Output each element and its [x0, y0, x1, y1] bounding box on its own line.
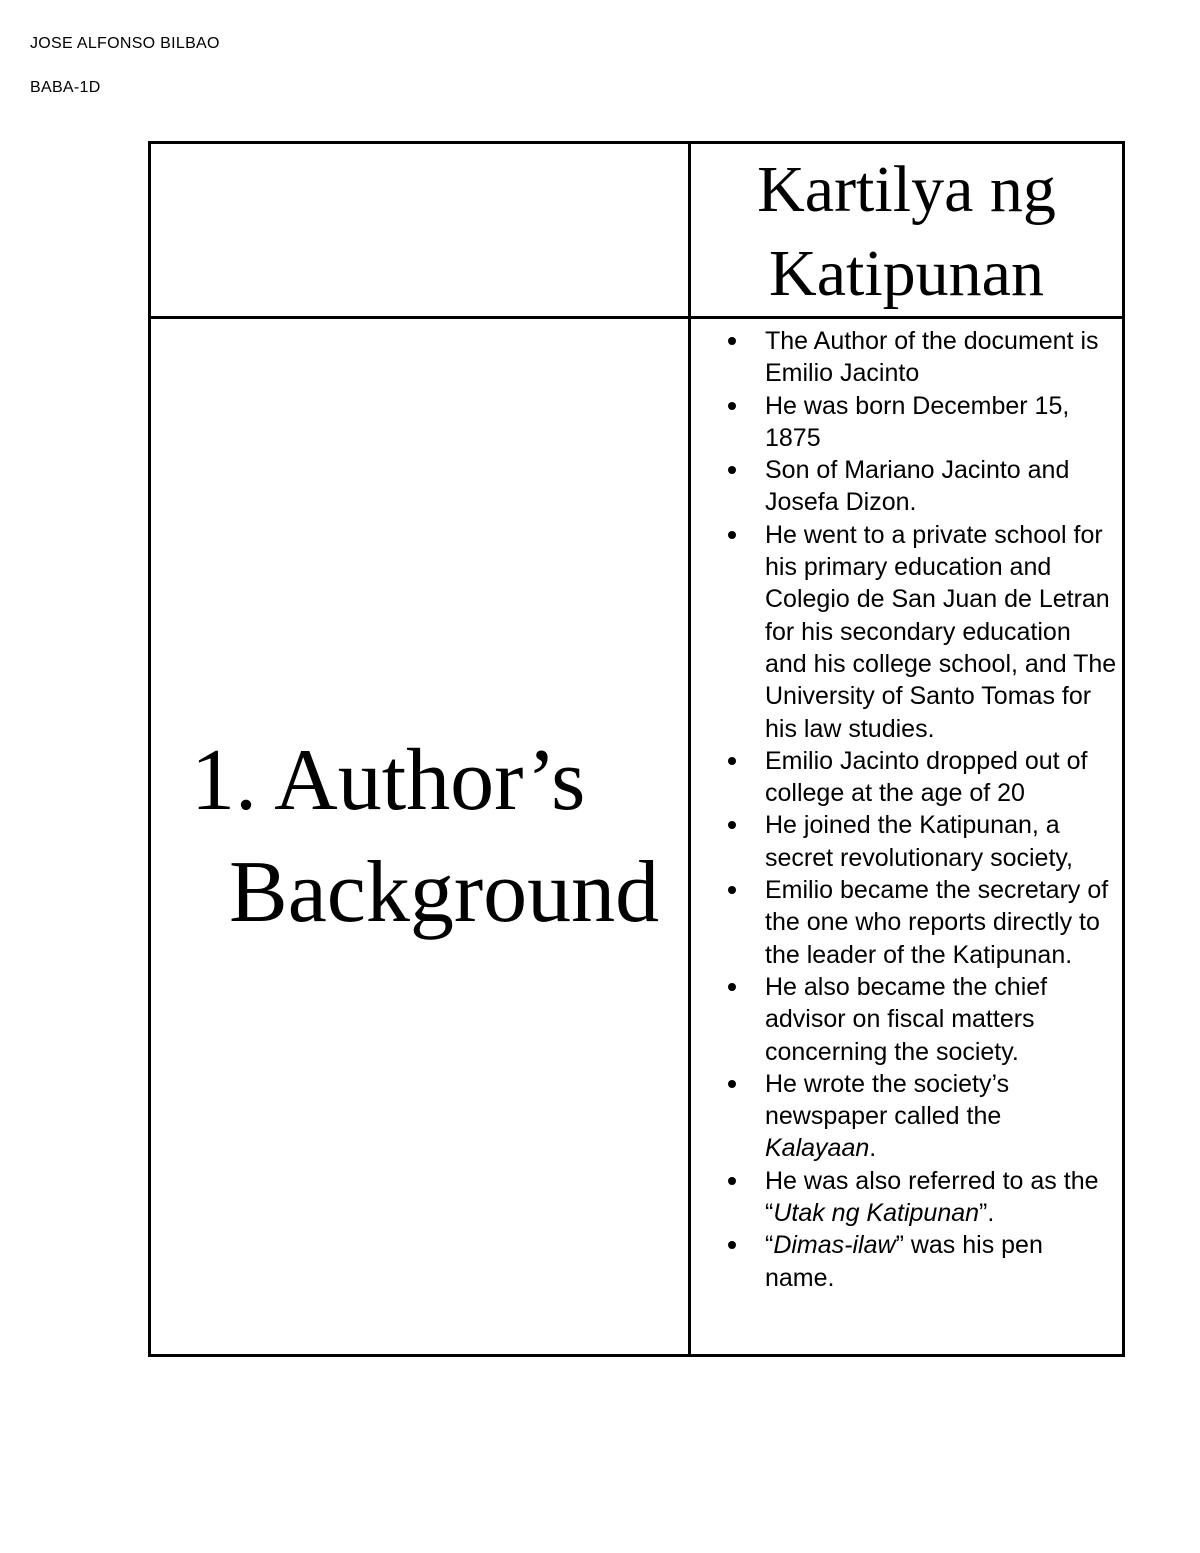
- list-item: [765, 971, 1118, 1068]
- list-item-text: He went to a private school for his primary education and Colegio de San Juan de Letran for his secondary education and his college school, and The University of Santo Tomas for his law studies.: [765, 520, 1117, 743]
- bullet-dot-icon: [728, 337, 736, 345]
- row-label-line2: Background: [229, 843, 660, 941]
- content-table: [148, 141, 1125, 1357]
- bullet-dot-icon: [728, 1080, 736, 1088]
- italic-text: Utak ng Katipunan: [773, 1199, 980, 1228]
- table-header-row: [150, 143, 1124, 318]
- bullet-dot-icon: [728, 1177, 736, 1185]
- list-item: [765, 1068, 1118, 1165]
- list-item: [765, 519, 1118, 745]
- row-label-cell: [150, 318, 690, 1356]
- bullet-dot-icon: [728, 402, 736, 410]
- row-label: [191, 725, 688, 949]
- bullet-dot-icon: [728, 531, 736, 539]
- document-title-cell: [690, 143, 1124, 318]
- list-item-text: He was also referred to as the “: [765, 1166, 1099, 1228]
- student-name: JOSE ALFONSO BILBAO: [30, 35, 220, 52]
- document-title-line1: Kartilya ng: [757, 153, 1056, 226]
- bullet-list: [691, 319, 1122, 1302]
- section-code: BABA-1D: [30, 79, 101, 96]
- list-item: [765, 1229, 1118, 1294]
- bullets-cell: [690, 318, 1124, 1356]
- list-item: [765, 745, 1118, 810]
- empty-header-cell: [150, 143, 690, 318]
- bullet-dot-icon: [728, 466, 736, 474]
- list-item-text: ” was his pen name.: [765, 1231, 1043, 1292]
- list-item-text: Son of Mariano Jacinto and Josefa Dizon.: [765, 456, 1070, 517]
- bullet-dot-icon: [728, 821, 736, 829]
- list-item: [765, 325, 1118, 390]
- list-item: [765, 454, 1118, 519]
- bullet-dot-icon: [728, 1241, 736, 1249]
- list-item: [765, 874, 1118, 971]
- bullet-dot-icon: [728, 757, 736, 765]
- list-item: [765, 809, 1118, 874]
- italic-text: Dimas-ilaw: [773, 1231, 896, 1260]
- italic-text: Kalayaan: [765, 1134, 870, 1163]
- list-item-text: Emilio Jacinto dropped out of college at the age of 20: [765, 746, 1088, 808]
- table-row: [150, 318, 1124, 1356]
- list-item-text: He was born December 15, 1875: [765, 391, 1070, 452]
- document-title-line2: Katipunan: [769, 237, 1044, 310]
- document-title: [691, 144, 1122, 316]
- row-label-line1: 1. Author’s: [191, 731, 586, 829]
- list-item-text: He joined the Katipunan, a secret revolutionary society,: [765, 811, 1073, 872]
- list-item-text: He wrote the society’s newspaper called the: [765, 1069, 1010, 1131]
- list-item-text: ”.: [979, 1199, 995, 1228]
- list-item: [765, 1165, 1118, 1230]
- list-item-text: .: [869, 1134, 877, 1163]
- list-item-text: The Author of the document is Emilio Jacinto: [765, 327, 1099, 388]
- bullet-dot-icon: [728, 886, 736, 894]
- list-item-text: He also became the chief advisor on fiscal matters concerning the society.: [765, 972, 1048, 1066]
- list-item: [765, 390, 1118, 455]
- list-item-text: Emilio became the secretary of the one who reports directly to the leader of the Katipunan.: [765, 876, 1109, 969]
- bullet-dot-icon: [728, 983, 736, 991]
- list-item-text: “: [765, 1231, 774, 1260]
